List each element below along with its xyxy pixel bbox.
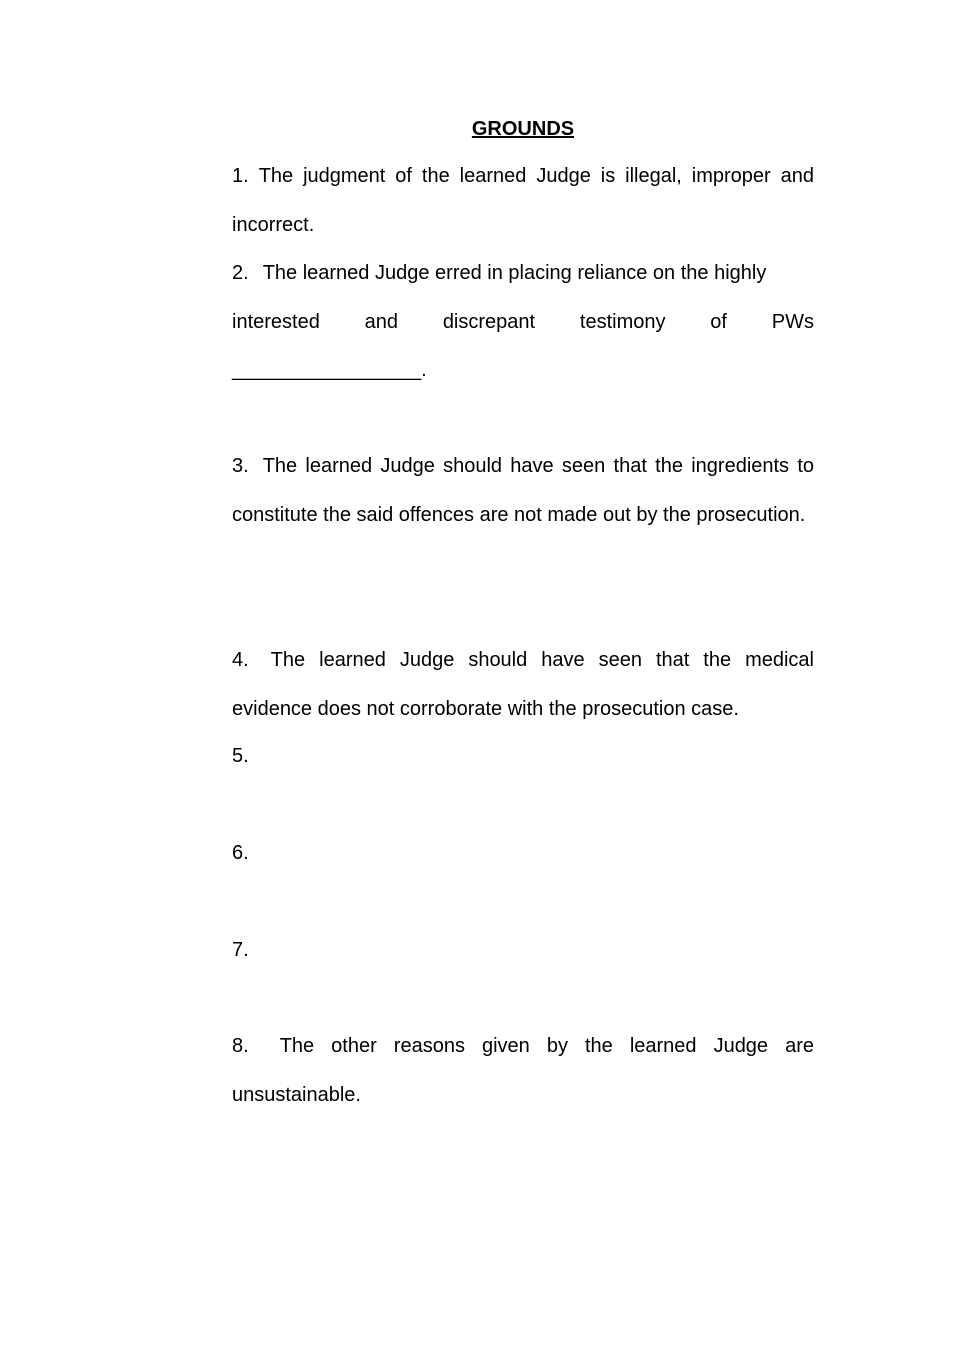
ground-line — [232, 298, 814, 347]
ground-number: 2. — [232, 262, 249, 284]
ground-line — [232, 249, 814, 298]
grounds-heading: GROUNDS — [471, 118, 575, 140]
ground-text: The learned Judge erred in placing reliance on the highly — [262, 262, 767, 284]
ground-number: 3. — [232, 455, 249, 477]
ground-1 — [232, 152, 814, 249]
ground-8 — [232, 1022, 814, 1119]
ground-text: The learned Judge should have seen that the ingredients to constitute the said offences are not made out by the prosecution. — [232, 455, 814, 526]
ground-2 — [232, 249, 814, 395]
ground-7 — [232, 926, 814, 975]
ground-number: 4. — [232, 649, 249, 671]
ground-4 — [232, 636, 814, 733]
ground-text: The other reasons given by the learned Judge are unsustainable. — [232, 1035, 814, 1106]
ground-text: The judgment of the learned Judge is illegal, improper and incorrect. — [232, 165, 814, 236]
ground-number: 6. — [232, 842, 249, 864]
ground-number: 5. — [232, 745, 249, 767]
ground-word: of — [710, 310, 727, 333]
ground-word: testimony — [579, 310, 666, 333]
ground-word: and — [364, 310, 399, 333]
ground-text: The learned Judge should have seen that the medical evidence does not corroborate with the prosecution case. — [232, 649, 814, 720]
ground-word: PWs — [771, 310, 814, 333]
ground-5 — [232, 732, 814, 781]
ground-number: 7. — [232, 939, 249, 961]
ground-number: 1. — [232, 165, 249, 187]
ground-6 — [232, 829, 814, 878]
ground-word: interested — [232, 310, 320, 333]
fill-in-blank: _________________. — [232, 359, 427, 381]
ground-3 — [232, 442, 814, 539]
ground-number: 8. — [232, 1035, 249, 1057]
ground-word: discrepant — [442, 310, 536, 333]
